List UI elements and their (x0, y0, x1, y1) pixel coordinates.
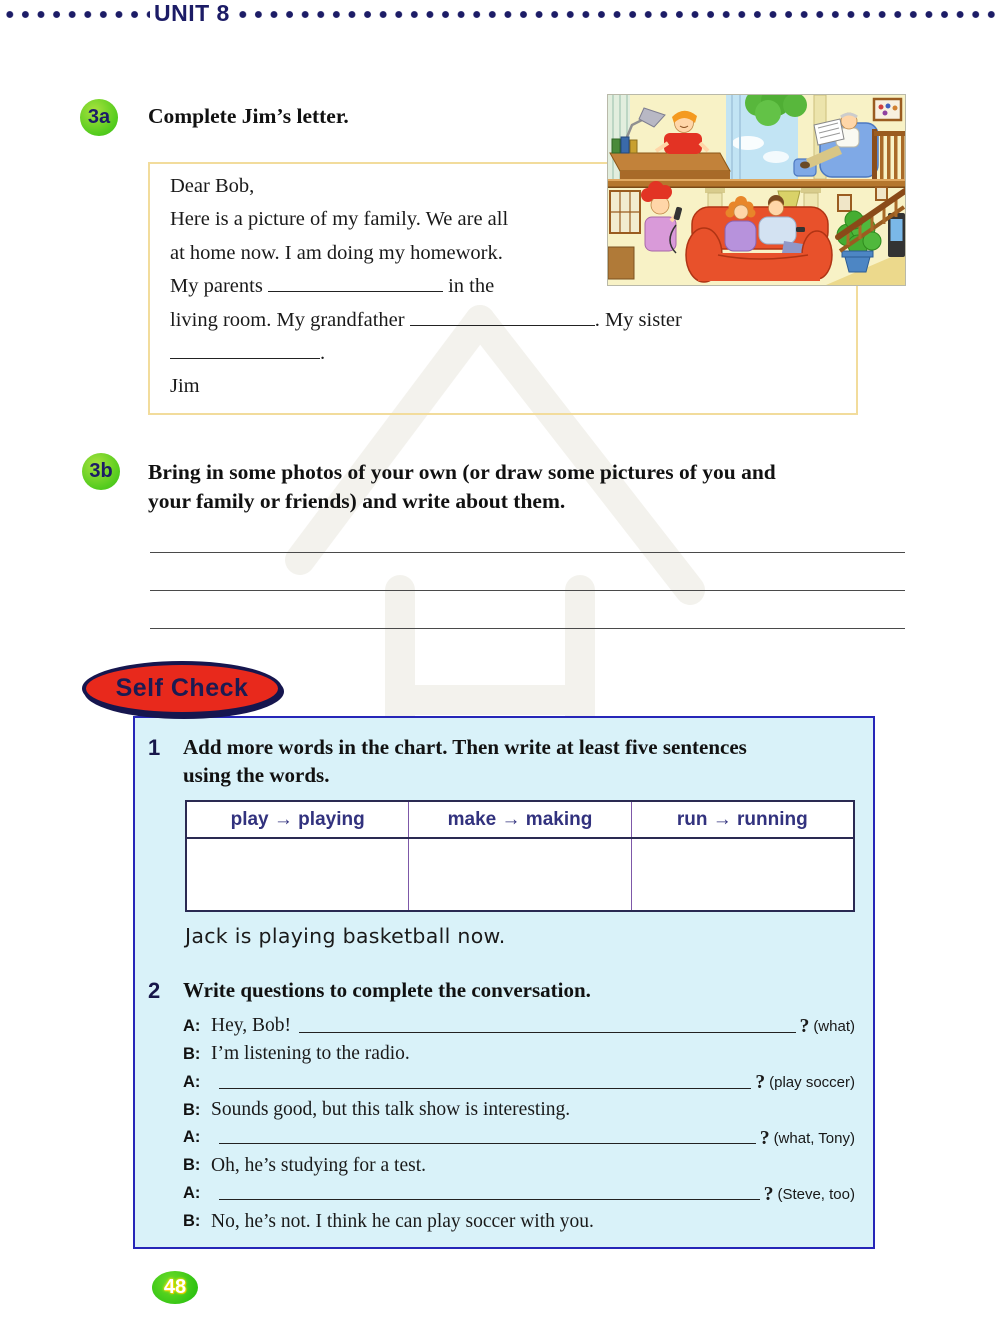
answer-blank (219, 1199, 760, 1200)
hint-text: (play soccer) (769, 1074, 855, 1092)
dialogue-text: Sounds good, but this talk show is interesting. (211, 1099, 571, 1121)
tv (888, 213, 905, 257)
dialogue-row (183, 1012, 855, 1040)
answer-blank (219, 1088, 751, 1089)
letter-line: at home now. I am doing my homework. (170, 241, 503, 264)
section-3b-badge (82, 453, 120, 490)
letter-line: My parents in the (170, 275, 495, 298)
speaker-label: A: (183, 1016, 201, 1035)
dotted-rule-right (233, 10, 1000, 19)
page-number: 48 (163, 1276, 187, 1298)
question-mark: ? (799, 1016, 810, 1038)
writing-line (150, 590, 905, 591)
mother (725, 196, 756, 251)
verb-chart-empty-cell (187, 839, 408, 910)
letter-line: living room. My grandfather . My sister (170, 308, 682, 331)
answer-blank (170, 346, 320, 359)
question-mark: ? (759, 1127, 770, 1149)
verb-chart-empty-cell (631, 839, 853, 910)
verb-chart-empty-cell (408, 839, 630, 910)
dialogue-text: Oh, he’s studying for a test. (211, 1154, 427, 1176)
page-number-badge (152, 1271, 198, 1304)
letter-line: Here is a picture of my family. We are all (170, 208, 509, 231)
hint-text: (what) (813, 1018, 855, 1036)
answer-blank (268, 279, 443, 292)
example-sentence: Jack is playing basketball now. (185, 924, 506, 948)
section-3b-badge-label: 3b (89, 460, 113, 482)
section-3a-badge-label: 3a (87, 106, 111, 128)
dialogue-row (183, 1124, 855, 1152)
speaker-label: A: (183, 1184, 201, 1203)
dialogue-row (183, 1179, 855, 1207)
item-2-instruction: Write questions to complete the conversation. (183, 978, 591, 1002)
item-1-number: 1 (148, 735, 161, 760)
speaker-label: B: (183, 1044, 201, 1063)
question-mark: ? (755, 1072, 766, 1094)
answer-blank (219, 1143, 756, 1144)
dialogue-row (183, 1096, 855, 1124)
item-2-number: 2 (148, 978, 161, 1003)
section-3a-title: Complete Jim’s letter. (148, 104, 349, 128)
speaker-label: A: (183, 1128, 201, 1147)
dialogue-row (183, 1040, 855, 1068)
hint-text: (Steve, too) (777, 1185, 855, 1203)
unit-title: UNIT 8 (154, 0, 230, 26)
writing-line (150, 552, 905, 553)
writing-line (150, 628, 905, 629)
dialogue-text: No, he’s not. I think he can play soccer with you. (211, 1210, 594, 1232)
verb-chart-table (185, 800, 855, 912)
answer-blank (410, 313, 595, 326)
section-3a-badge (80, 99, 118, 136)
dialogue-text: Hey, Bob! (211, 1015, 291, 1037)
family-home-illustration (608, 95, 905, 285)
letter-salutation: Dear Bob, (170, 175, 255, 197)
verb-chart-header-cell: play → playing (230, 808, 365, 830)
section-3b-instruction: Bring in some photos of your own (or draw some pictures of you and your family or friends) and write about them. (148, 460, 776, 513)
dialogue-text: I’m listening to the radio. (211, 1043, 410, 1065)
speaker-label: B: (183, 1100, 201, 1119)
item-1-instruction: Add more words in the chart. Then write at least five sentences using the words. (183, 735, 747, 787)
letter-signature: Jim (170, 375, 200, 398)
verb-chart-empty-row (187, 839, 853, 910)
header-rule (0, 0, 1000, 28)
verb-chart-header-cell: make → making (408, 802, 630, 837)
dotted-rule-left (0, 10, 150, 19)
verb-chart-header-cell: run → running (631, 802, 853, 837)
speaker-label: A: (183, 1072, 201, 1091)
answer-blank (299, 1032, 796, 1033)
verb-chart-header-row (187, 802, 853, 839)
question-mark: ? (763, 1183, 774, 1205)
photo-frame (874, 99, 901, 120)
dialogue-row (183, 1068, 855, 1096)
dialogue-row (183, 1207, 855, 1235)
sofa-family (686, 195, 832, 282)
speaker-label: B: (183, 1156, 201, 1175)
hint-text: (what, Tony) (773, 1129, 855, 1147)
speaker-label: B: (183, 1212, 201, 1231)
dialogue-row (183, 1151, 855, 1179)
letter-line: . (170, 337, 730, 370)
conversation (183, 1012, 855, 1235)
self-check-badge: Self Check (82, 661, 282, 716)
